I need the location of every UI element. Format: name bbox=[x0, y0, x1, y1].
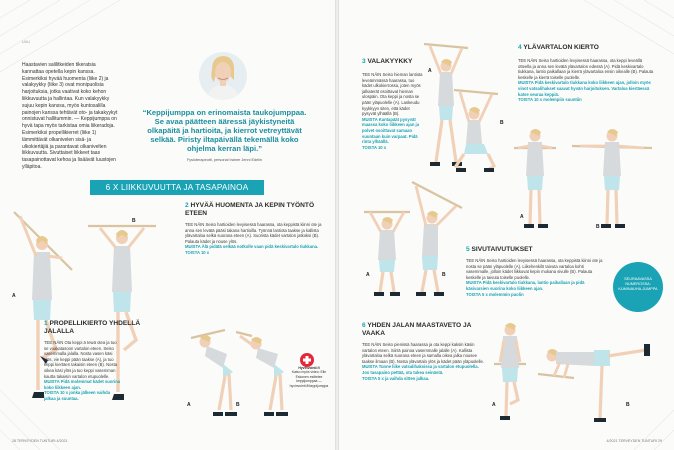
pull-quote: “Keppijumppa on erinomaista taukojumppaa. Se avaa päätteen ääressä jäykistyneitä olkapäitä ja hartioita, ja kierrot vetreyttävät selkää. Piristy iltapäivällä tekemällä koko ohjelma kerran läpi.” bbox=[142, 108, 307, 153]
exercise-6-text bbox=[362, 342, 484, 381]
exercise-3-title-text: VALAKYYKKY bbox=[367, 58, 413, 65]
exercise-1-repeat: TOISTA 10 x jonka jälkeen vaihda jalkaa ja suuntaa. bbox=[44, 390, 111, 401]
exercise-6-title-text: YHDEN JALAN MAASTAVETO JA VAAKA bbox=[362, 322, 472, 337]
exercise-3-remember: MUISTA Kantapäät pysyvät maassa koko liikkeen ajan ja polvet osoittavat samaan suuntaan kuin varpaat. Pidä rinta ylhäällä. bbox=[362, 116, 420, 145]
exercise-6-remember: MUISTA Tunne liike vatsalihaksissa ja vartalon etupuolella. Jos tasapaino pettää, ota tukea seinästä. bbox=[362, 364, 479, 375]
exercise-2-remember: MUISTA Älä pidätä selkää notkolle vaan pidä keskivartalo tiukkana. bbox=[185, 244, 319, 250]
exercise-1-label-a: A bbox=[12, 293, 16, 299]
exercise-6-figure-a bbox=[490, 320, 530, 424]
exercise-1-title-text: PROPELLIKIERTO YHDELLÄ JALALLA bbox=[44, 320, 141, 335]
exercise-2-repeat: TOISTA 10 x bbox=[185, 249, 210, 255]
exercise-5-instructions: TEE NÄIN Seiso hartioiden levyisessä haarassa, ota keppistä kiinni ote ja nosta se pään yläpuolelle (A). Liikehenkilö taivuta vartaloa kohti vasemmalle, jolloin kädet liikkuvat kepin mukana sivulle (B). Palauta keskelle ja taivuta toiselle puolelle. bbox=[466, 258, 603, 280]
exercise-1-text bbox=[44, 340, 122, 402]
exercise-4-remember: MUISTA Pidä keskivartalo tiukkana koko liikkeen ajan, jolloin myös vinot vatsalihakset saavat hyvän harjoituksen. Vartaloa kiertäessä katse seuraa keppiä. bbox=[518, 80, 651, 97]
exercise-1-instructions: TEE NÄIN Ota keppi ä tewä otea ja tuo se vaakatasoon vartalon eteen. Seiso vasemmalla jalalla. Nosta vasen käsi ylös, vie keppi pään taakse (A), ja tuo keppi kiertäen takaisin eteen (B). Nosta oikea käsi ylös ja tuo keppi vasemman kautta takaisin vartalon etupuolelle. bbox=[44, 340, 118, 379]
exercise-3-label-b: B bbox=[500, 120, 504, 126]
exercise-6-label-a: A bbox=[492, 402, 496, 408]
exercise-4-figure-a bbox=[512, 124, 558, 232]
section-banner: 6 X LIIKKUVUUTTA JA TASAPAINOA bbox=[90, 180, 264, 195]
exercise-5-number: 5 bbox=[466, 246, 470, 253]
exercise-5-figure-b bbox=[402, 178, 466, 300]
exercise-5-label-b: B bbox=[442, 272, 446, 278]
footer-right: 4/2021 TERVEYDEN TUNTURI 29 bbox=[606, 439, 662, 443]
exercise-3-text bbox=[362, 72, 424, 150]
exercise-6-number: 6 bbox=[362, 322, 366, 329]
exercise-4-figure-b bbox=[570, 124, 654, 232]
next-issue-badge: SEURAAVASSA NUMEROSSA: KUMINAUHA-JUMPPA bbox=[613, 262, 663, 312]
exercise-3-number: 3 bbox=[362, 58, 366, 65]
exercise-5-repeat: TOISTA 5 x molemmin puolin bbox=[466, 291, 524, 297]
exercise-6-label-b: B bbox=[626, 402, 630, 408]
exercise-3-figure-b bbox=[452, 84, 500, 174]
exercise-3-instructions: TEE NÄIN Seiso hieman lantiota leveämmässä haarassa, tuo kädet ulkokierrossa, joten myös jalkaterät osoittavat hieman ulospäin. Ota keppi ja nosta se pään yläpuolelle (A). Laskeudu kyykkyyn siten, että kädet pysyvät ylhäällä (B). bbox=[362, 72, 423, 117]
exercise-2-label-a: A bbox=[187, 402, 191, 408]
exercise-5-label-a: A bbox=[366, 272, 370, 278]
exercise-4-label-b: B bbox=[596, 224, 600, 230]
trainer-portrait bbox=[198, 50, 248, 102]
page-tag: UUU bbox=[22, 40, 30, 44]
exercise-5-title-text: SIVUTAIVUTUKSET bbox=[471, 246, 533, 253]
footer-left: 28 TERVEYDEN TUNTURI 4/2021 bbox=[12, 439, 68, 443]
quote-attribution: Fysioterapeutti, personal trainer Jenni Edelin bbox=[186, 158, 263, 162]
exercise-1-title bbox=[44, 320, 154, 335]
hyvinvointi-text: Katso myös video: Elle Eskonen esittelee keppijumppaa — hyvinvointi.fi/keppijumppa bbox=[289, 370, 329, 388]
exercise-2-number: 2 bbox=[185, 202, 189, 209]
exercise-2-title-text: HYVÄÄ HUOMENTA JA KEPIN TYÖNTÖ ETEEN bbox=[185, 202, 315, 217]
exercise-6-instructions: TEE NÄIN Seiso pienissä haarassa ja ota keppi kaksin käsin vartalon eteen. Siirrä painoa vasemmalle jalalle (A). Kallista ylävartaloa selkä suorana eteen ja samalla oikea jalka nousee taakse ilmaan (B). Nosta ylävartalo ylös ja kädet pään yläpuolelle. bbox=[362, 342, 484, 364]
exercise-2-text bbox=[185, 222, 325, 256]
exercise-2-label-b: B bbox=[236, 402, 240, 408]
exercise-3-repeat: TOISTA 10 x bbox=[362, 144, 387, 150]
exercise-1-remember: MUISTA Pidä molemmat kädet suorina koko liikkeen ajan. bbox=[44, 379, 121, 390]
exercise-4-title-text: YLÄVARTALON KIERTO bbox=[523, 44, 599, 51]
exercise-4-text bbox=[518, 58, 656, 103]
exercise-1-number: 1 bbox=[44, 320, 48, 327]
exercise-6-title bbox=[362, 322, 482, 337]
exercise-2-title bbox=[185, 202, 325, 217]
hyvinvointi-brand: Hyvinvointi.fi bbox=[298, 366, 320, 370]
exercise-3-label-a: A bbox=[428, 68, 432, 74]
page-gutter bbox=[335, 0, 339, 450]
exercise-4-number: 4 bbox=[518, 44, 522, 51]
exercise-2-instructions: TEE NÄIN Seiso hartioiden levyisessä haarassa, ota keppistä kiinni ote ja anna sen levätä pääsi takana hartioilla. Työnnä lantiota taakse ja kallista ylävartaloa selkä suorana eteen (A). Suorista kädet vartalon jatkoksi (B). Palauta kädet ja nouse ylös. bbox=[185, 222, 322, 244]
exercise-4-repeat: TOISTA 10 x molempiin suuntiin bbox=[518, 97, 582, 103]
exercise-6-figure-b bbox=[534, 334, 654, 426]
first-aid-cross-icon bbox=[300, 353, 314, 367]
exercise-2-figure-b bbox=[234, 306, 294, 420]
exercise-4-instructions: TEE NÄIN Seiso hartioiden levyisessä haarassa, ota keppi leveällä otteella ja anna sen levätä ylävartalon edessä (A). Pidä keskivartalo tiukkana, lantio paikallaan ja kierrä ylävartaloa ensin oikealle (B). Palauta keskelle ja kierrä toiselle puolelle. bbox=[518, 58, 654, 80]
exercise-5-text bbox=[466, 258, 604, 297]
exercise-4-label-a: A bbox=[520, 214, 524, 220]
exercise-5-remember: MUISTA Pidä keskivartalo tiukkana, lantio paikallaan ja pidä käsivarsien suorina koko liikkeen ajan. bbox=[466, 280, 585, 291]
exercise-1-label-b: B bbox=[132, 218, 136, 224]
exercise-6-repeat: TOISTA 5 x ja vaihda sitten jalkaa. bbox=[362, 375, 430, 381]
exercise-5-title bbox=[466, 246, 606, 254]
intro-text: Haastavien salilitkeiden tikeratsia kannattaa opetella kepin kanssa. Esimerkiksi hyvää huomenta (liike 2) ja valakyykky (liike 3) ovat monipuolisia harjoituksia, jotka vaativat koko kehon liikkuvuutta ja hallintaa. Kun valakyykky sujuu kepin kanssa, myös kuntosalilla painojen kanssa tehtävät oto- ja takakyykyt onnistuvat hallitummin. — Keppijumppa on hyvä tapa myös tarkistaa omia liikeradoja. Esimerkiksi propellikierret (liike 1) lämmittävät olkanivelen sisä- ja ulkokiertäjiä ja parantavat olkanivelten liikkuvuutta. Sivuttaiset liikkeet taas tasapainottavat kehoa ja lisäävät luustojen ylläpitoa. bbox=[22, 62, 118, 170]
hyvinvointi-promo bbox=[287, 366, 331, 388]
exercise-4-title bbox=[518, 44, 658, 52]
